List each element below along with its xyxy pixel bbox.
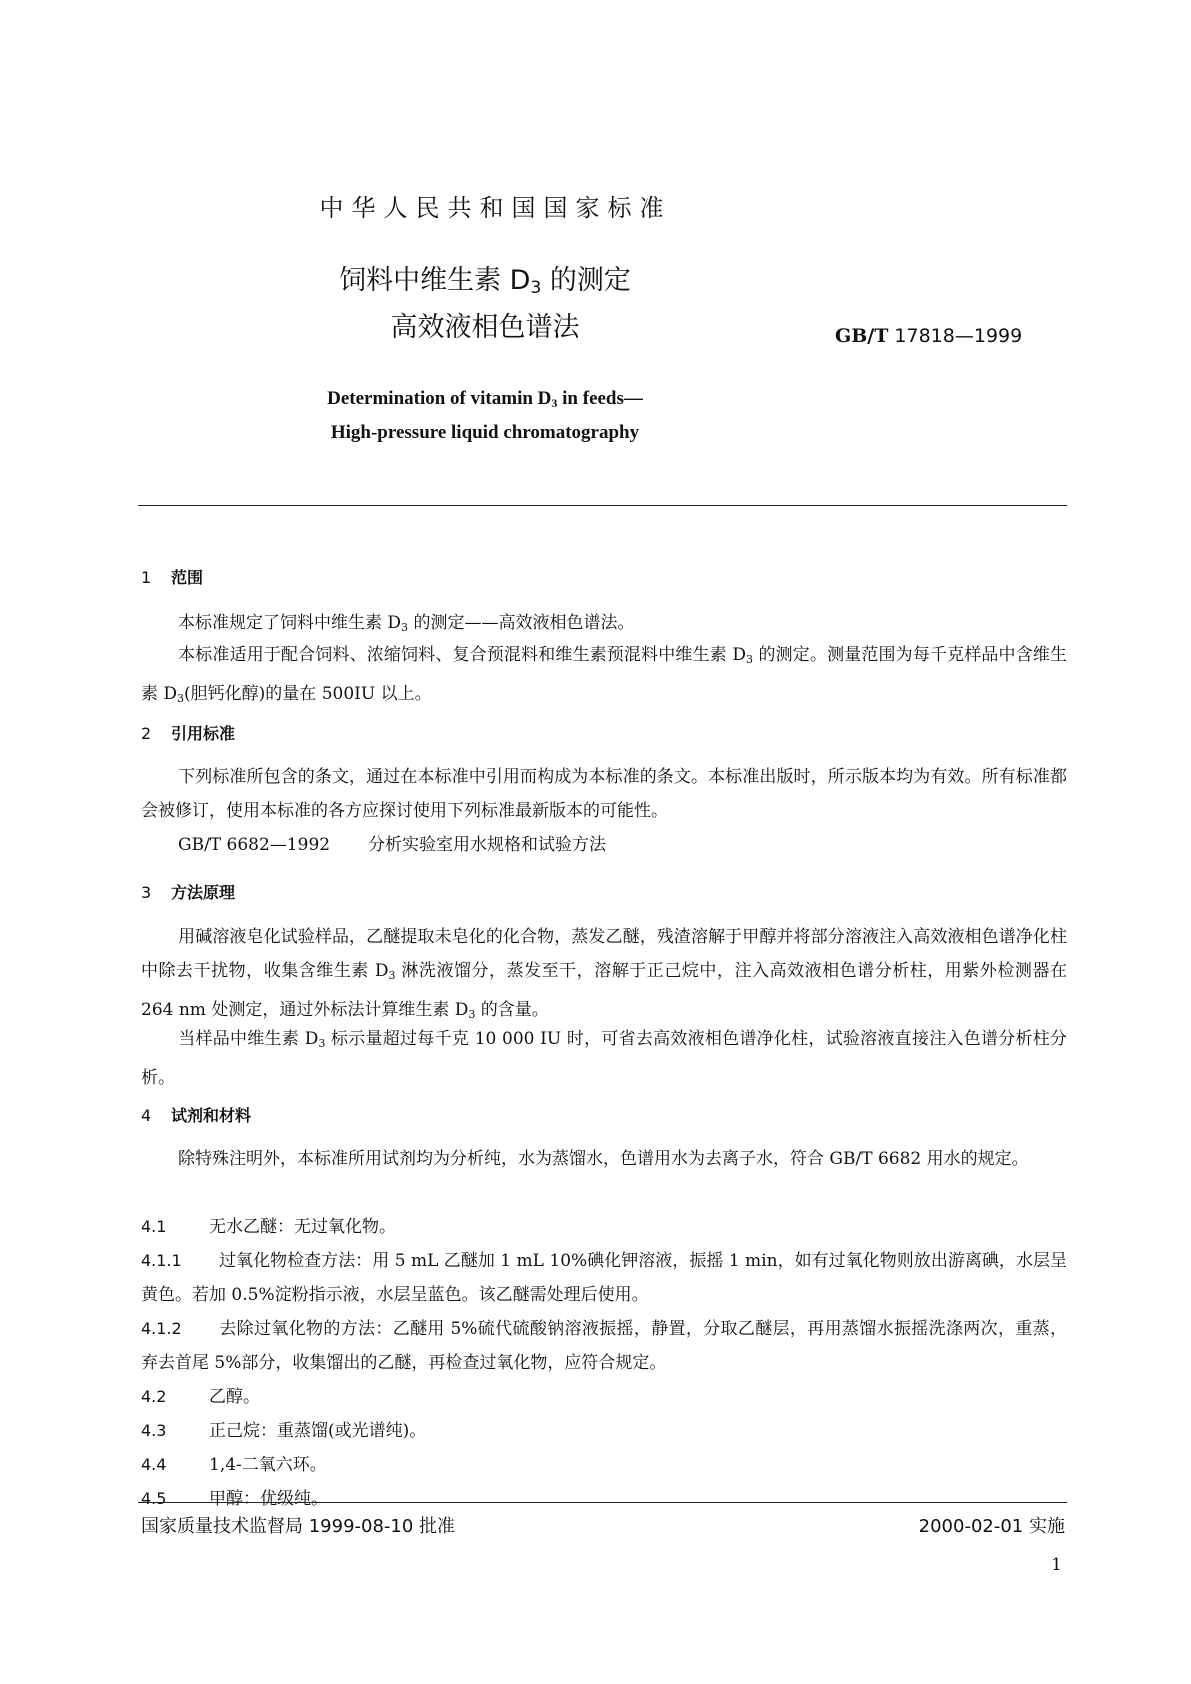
clause-4-1-2: 4.1.2 去除过氧化物的方法：乙醚用 5%硫代硫酸钠溶液振摇，静置，分取乙醚层，再用蒸馏水振摇洗涤两次，重蒸，弃去首尾 5%部分，收集馏出的乙醚，再检查过氧化物，应符合规定。	[141, 1319, 1067, 1373]
approval-statement: 国家质量技术监督局 1999-08-10 批准	[141, 1516, 456, 1537]
section-1-paragraph-1: 本标准规定了饲料中维生素 $D_3$ 的测定——高效液相色谱法。	[178, 613, 635, 634]
clause-4-5: 4.5 甲醇：优级纯。	[141, 1489, 328, 1509]
footer-divider	[138, 1502, 1067, 1503]
header-divider	[138, 505, 1067, 506]
clause-4-2: 4.2 乙醇。	[141, 1387, 260, 1407]
section-4-heading: 4 试剂和材料	[141, 1106, 252, 1125]
title-en-line1: Determination of vitamin $D_3$ in feeds—	[327, 388, 643, 410]
clause-4-1: 4.1 无水乙醚：无过氧化物。	[141, 1217, 396, 1237]
title-en-line2: High-pressure liquid chromatography	[330, 422, 640, 443]
section-1-heading: 1 范围	[141, 568, 204, 587]
section-3-paragraph-2: 当样品中维生素 $D_3$ 标示量超过每千克 10 000 IU 时，可省去高效液相色谱净化柱，试验溶液直接注入色谱分析柱分析。	[141, 1029, 1067, 1088]
national-standard-heading: 中华人民共和国国家标准	[319, 194, 672, 222]
standard-code: GB/T 17818—1999	[835, 325, 1023, 347]
clause-4-3: 4.3 正己烷：重蒸馏(或光谱纯)。	[141, 1421, 427, 1441]
section-4-paragraph-1: 除特殊注明外，本标准所用试剂均为分析纯，水为蒸馏水，色谱用水为去离子水，符合 GB/T 6682 用水的规定。	[178, 1149, 1029, 1169]
implementation-date: 2000-02-01 实施	[918, 1516, 1065, 1537]
clause-4-4: 4.4 1,4-二氧六环。	[141, 1455, 327, 1475]
section-2-heading: 2 引用标准	[141, 724, 236, 743]
clause-4-1-1: 4.1.1 过氧化物检查方法：用 5 mL 乙醚加 1 mL 10%碘化钾溶液，振摇 1 min，如有过氧化物则放出游离碘，水层呈黄色。若加 0.5%淀粉指示液，水层呈蓝色。该乙醚需处理后使用。	[141, 1251, 1067, 1305]
title-zh-line2: 高效液相色谱法	[390, 312, 580, 343]
section-3-heading: 3 方法原理	[141, 883, 236, 902]
section-2-paragraph-1: 下列标准所包含的条文，通过在本标准中引用而构成为本标准的条文。本标准出版时，所示版本均为有效。所有标准都会被修订，使用本标准的各方应探讨使用下列标准最新版本的可能性。	[141, 767, 1067, 821]
page-number: 1	[1051, 1555, 1062, 1575]
normative-reference: GB/T 6682—1992 分析实验室用水规格和试验方法	[178, 835, 606, 855]
section-1-paragraph-2: 本标准适用于配合饲料、浓缩饲料、复合预混料和维生素预混料中维生素 $D_3$ 的测定。测量范围为每千克样品中含维生素 $D_3$(胆钙化醇)的量在 500IU 以上。	[141, 645, 1067, 705]
title-zh-line1: 饲料中维生素 $D_3$ 的测定	[339, 265, 631, 298]
section-3-paragraph-1: 用碱溶液皂化试验样品，乙醚提取未皂化的化合物，蒸发乙醚，残渣溶解于甲醇并将部分溶液注入高效液相色谱净化柱中除去干扰物，收集含维生素 $D_3$ 淋洗液馏分，蒸发至干，溶解于正己烷中，注入高效液相色谱分析柱，用紫外检测器在 264 nm 处测定，通过外标法计算维生素 $D_3$ 的含量。	[141, 927, 1067, 1021]
